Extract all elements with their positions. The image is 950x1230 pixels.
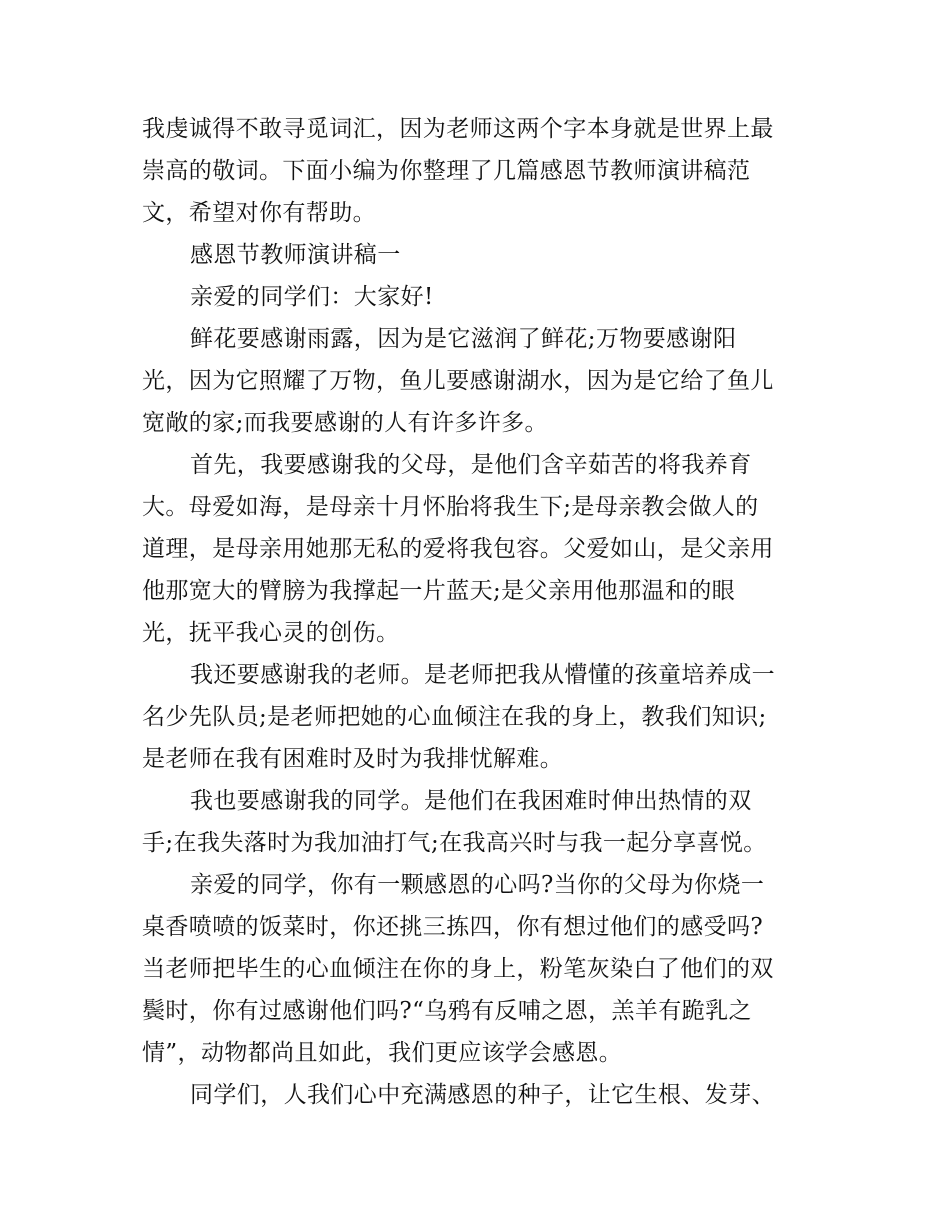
- text-line: 大。母爱如海，是母亲十月怀胎将我生下;是母亲教会做人的: [142, 494, 759, 520]
- document-body: [142, 108, 812, 1116]
- text-line: 光，抚平我心灵的创伤。: [142, 620, 400, 646]
- text-line: 文，希望对你有帮助。: [142, 200, 376, 226]
- text-line: 宽敞的家;而我要感谢的人有许多许多。: [142, 410, 548, 436]
- text-line: 亲爱的同学，你有一颗感恩的心吗?当你的父母为你烧一: [190, 872, 765, 898]
- text-line: 情”，动物都尚且如此，我们更应该学会感恩。: [142, 1040, 623, 1066]
- salutation: 亲爱的同学们：大家好!: [190, 284, 434, 310]
- text-line: 同学们，人我们心中充满感恩的种子，让它生根、发芽、: [190, 1082, 775, 1108]
- text-line: 我还要感谢我的老师。是老师把我从懵懂的孩童培养成一: [190, 662, 775, 688]
- text-line: 当老师把毕生的心血倾注在你的身上，粉笔灰染白了他们的双: [142, 956, 774, 982]
- text-line: 崇高的敬词。下面小编为你整理了几篇感恩节教师演讲稿范: [142, 158, 751, 184]
- section-heading: 感恩节教师演讲稿一: [190, 242, 401, 268]
- text-line: 我虔诚得不敢寻觅词汇，因为老师这两个字本身就是世界上最: [142, 116, 774, 142]
- text-line: 我也要感谢我的同学。是他们在我困难时伸出热情的双: [190, 788, 752, 814]
- text-line: 名少先队员;是老师把她的心血倾注在我的身上，教我们知识;: [142, 704, 767, 730]
- text-line: 光，因为它照耀了万物，鱼儿要感谢湖水，因为是它给了鱼儿: [142, 368, 774, 394]
- text-line: 是老师在我有困难时及时为我排忧解难。: [142, 746, 564, 772]
- text-line: 道理，是母亲用她那无私的爱将我包容。父爱如山，是父亲用: [142, 536, 774, 562]
- text-line: 桌香喷喷的饭菜时，你还挑三拣四，你有想过他们的感受吗?: [142, 914, 764, 940]
- text-line: 鲜花要感谢雨露，因为是它滋润了鲜花;万物要感谢阳: [190, 326, 737, 352]
- text-line: 手;在我失落时为我加油打气;在我高兴时与我一起分享喜悦。: [142, 830, 767, 856]
- text-line: 他那宽大的臂膀为我撑起一片蓝天;是父亲用他那温和的眼: [142, 578, 736, 604]
- text-line: 鬓时，你有过感谢他们吗?“乌鸦有反哺之恩，羔羊有跪乳之: [142, 998, 752, 1024]
- text-line: 首先，我要感谢我的父母，是他们含辛茹苦的将我养育: [190, 452, 752, 478]
